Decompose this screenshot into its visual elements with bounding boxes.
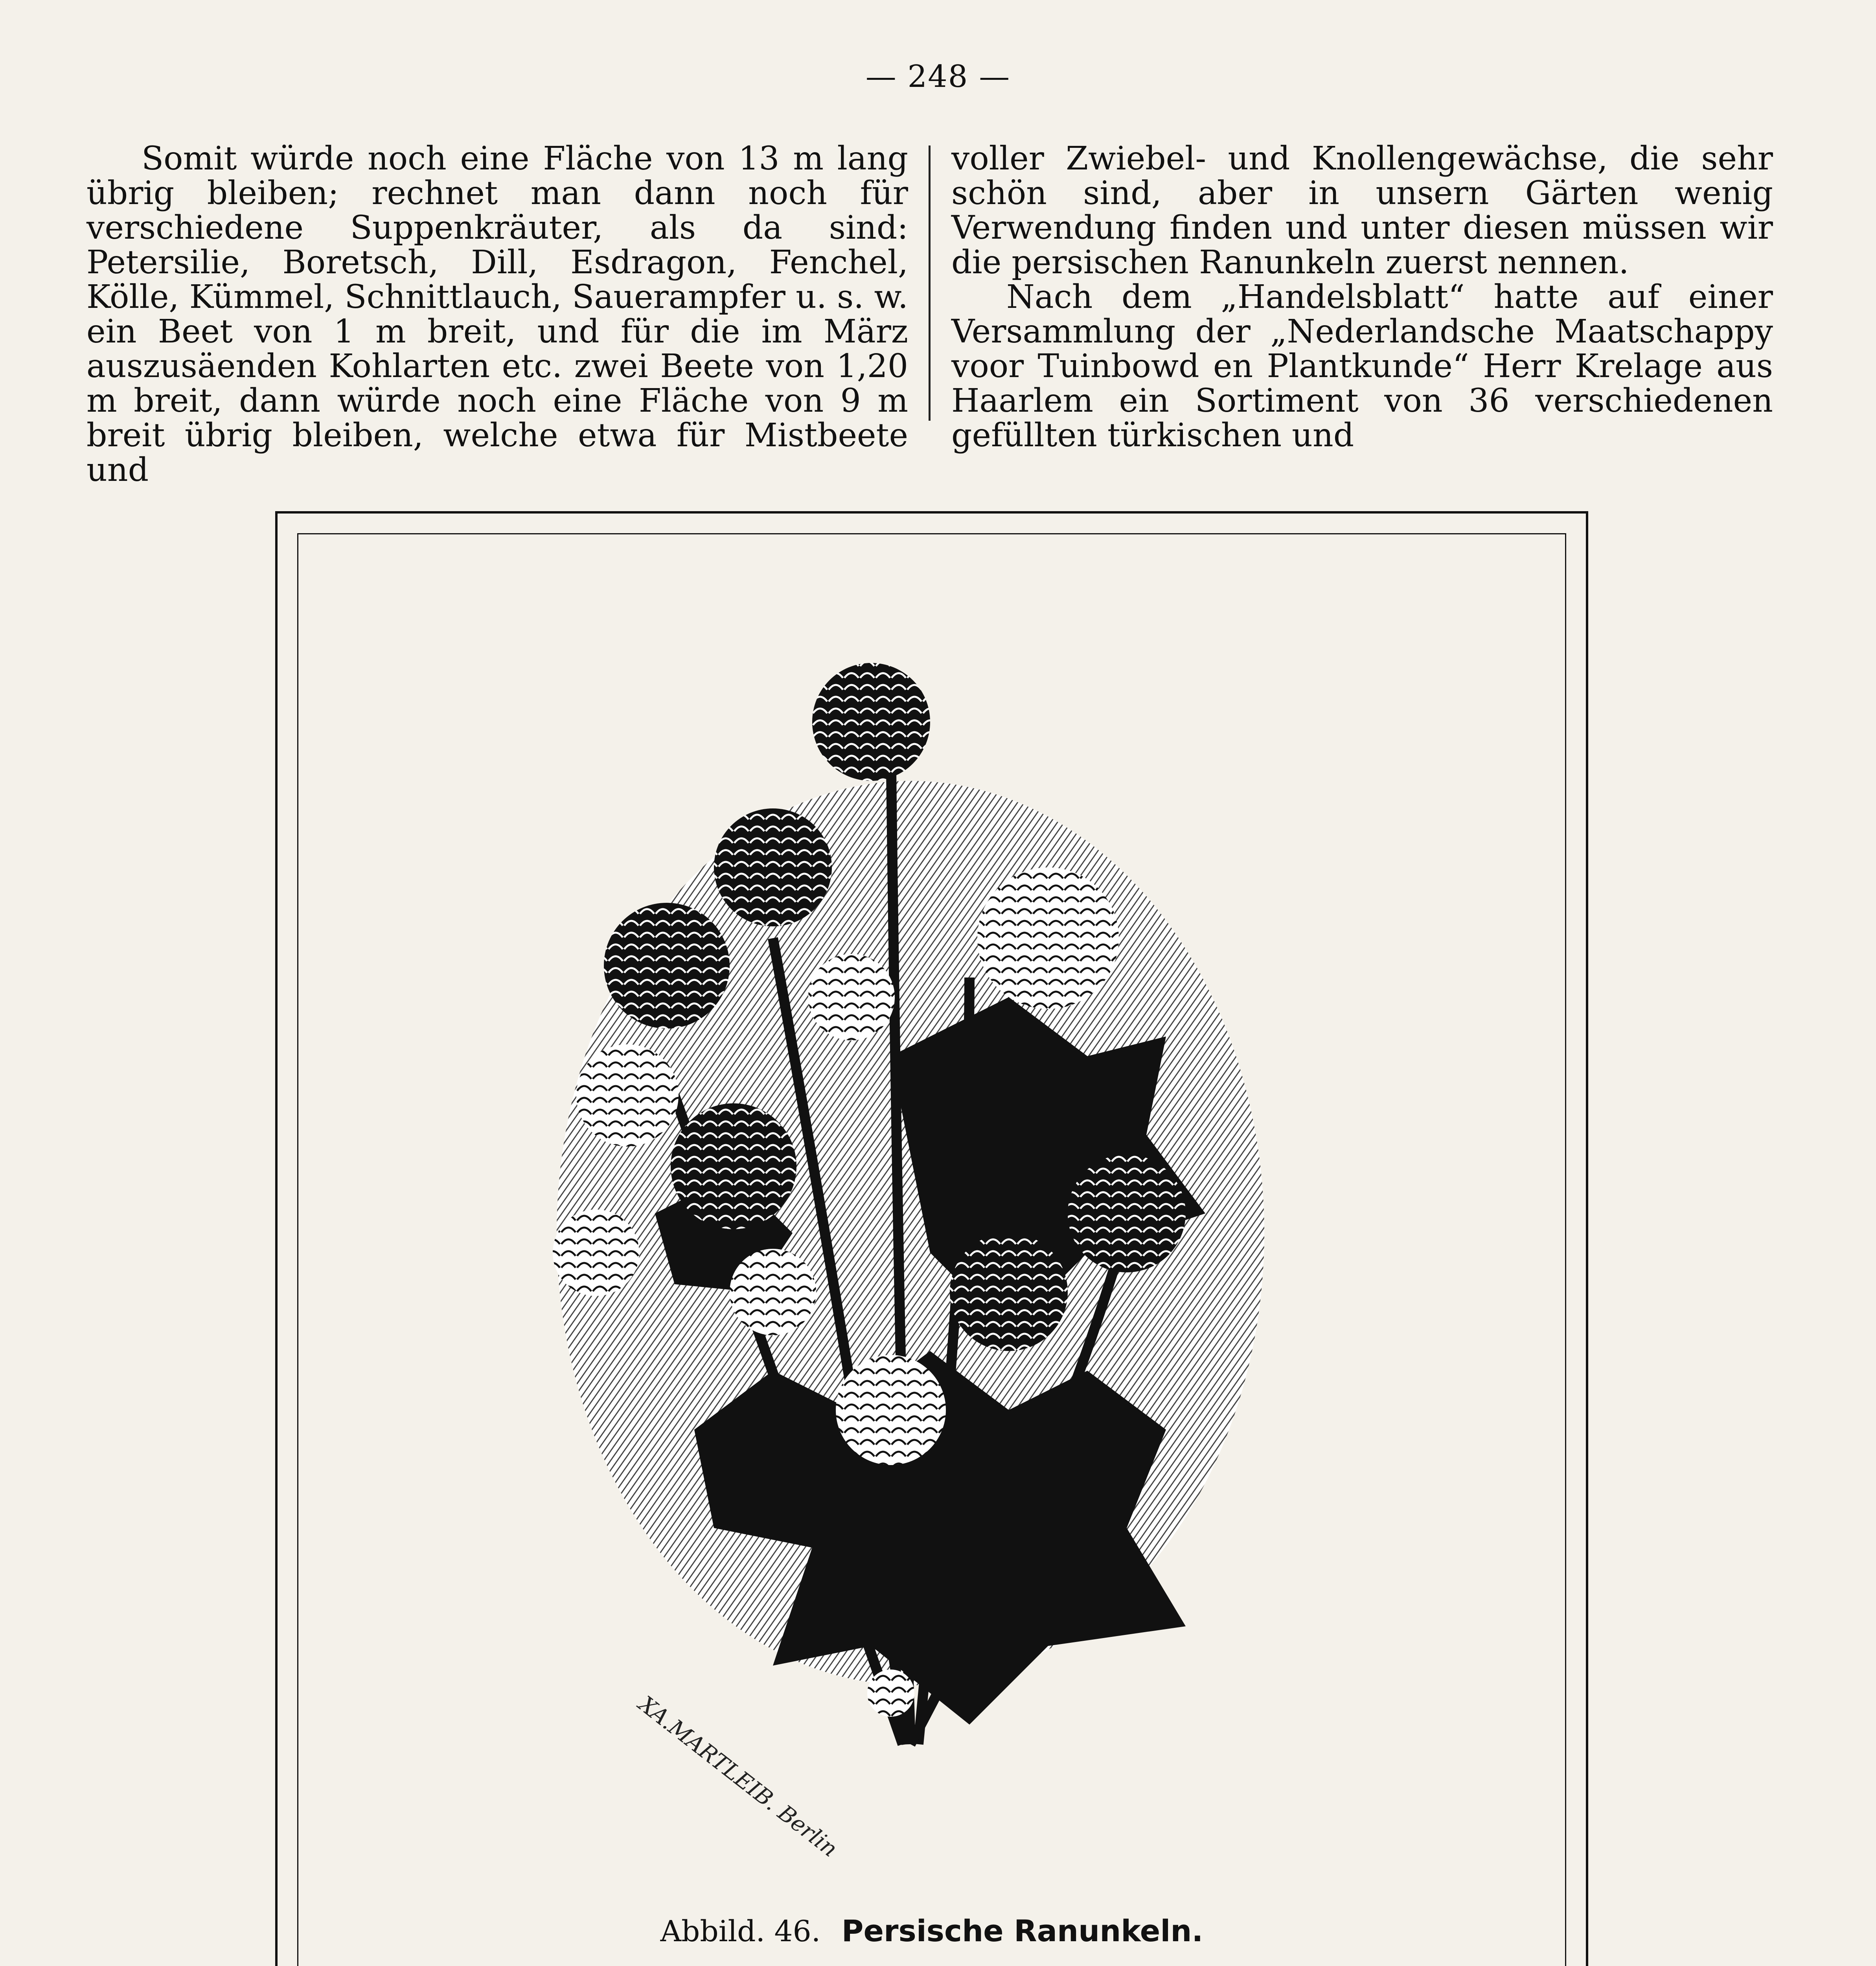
paragraph: Somit würde noch eine Fläche von 13 m lang übrig bleiben; rechnet man dann noch für verschiedene Suppenkräuter, als da sind: Petersilie, Boretsch, Dill, Esdragon, Fenchel, Kölle, Kümmel, Schnittlauch, Sauerampfer u. s. w. ein Beet von 1 m breit, und für die im März auszusäenden Kohlarten etc. zwei Beete von 1,20 m breit, dann würde noch eine Fläche von 9 m breit übrig bleiben, welche etwa für Mistbeete und — [86, 140, 908, 489]
figure-caption — [278, 1913, 1586, 1948]
paragraph: voller Zwiebel- und Knollengewächse, die sehr schön sind, aber in unsern Gärten wenig Verwendung finden und unter diesen müssen wir die persischen Ranunkeln zuerst nennen. — [951, 140, 1773, 281]
caption-prefix: Abbild. 46. — [660, 1914, 821, 1948]
paragraph: Nach dem „Handelsblatt“ hatte auf einer Versammlung der „Nederlandsche Maatschappy voor Tuinbowd en Plantkunde“ Herr Krelage aus Haarlem ein Sortiment von 36 verschiedenen gefüllten türkischen und — [951, 278, 1773, 454]
page-number: — 248 — — [865, 59, 1011, 94]
engraver-signature: XA.MARTLEIB. Berlin — [633, 1691, 842, 1862]
ranunculus-engraving — [498, 584, 1363, 1764]
caption-title: Persische Ranunkeln. — [841, 1913, 1203, 1948]
column-divider-top — [929, 145, 931, 421]
right-column-top — [951, 142, 1773, 453]
figure-frame — [275, 511, 1588, 1966]
left-column-top — [86, 142, 908, 488]
